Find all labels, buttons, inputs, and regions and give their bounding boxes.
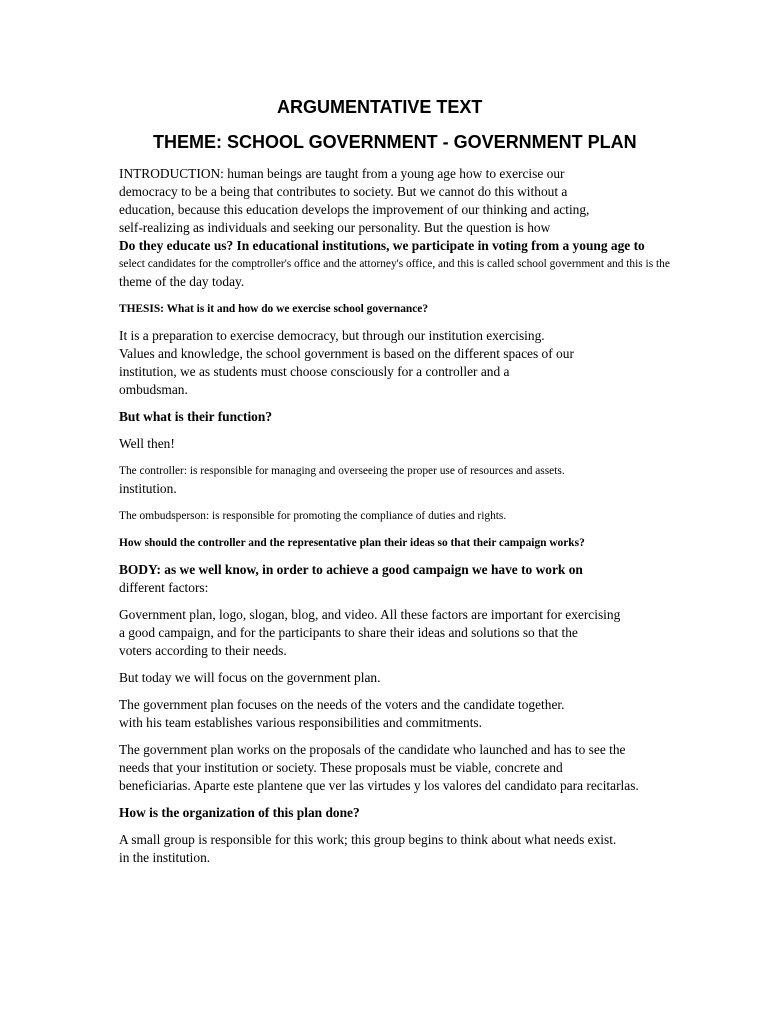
thesis-line: ombudsman.	[119, 382, 188, 397]
organization-question: How is the organization of this plan done?	[119, 805, 360, 820]
organization-paragraph	[119, 831, 719, 867]
proposals-line: needs that your institution or society. These proposals must be viable, concrete and	[119, 760, 563, 775]
controller-line: institution.	[119, 481, 177, 496]
intro-last-line: theme of the day today.	[119, 274, 245, 289]
thesis-line: Values and knowledge, the school government is based on the different spaces of our	[119, 346, 574, 361]
organization-line: in the institution.	[119, 850, 211, 865]
document-body	[119, 165, 719, 867]
introduction-paragraph	[119, 165, 719, 291]
document-theme: THEME: SCHOOL GOVERNMENT - GOVERNMENT PLAN	[153, 132, 637, 152]
well-then-text: Well then!	[119, 436, 175, 451]
thesis-line: It is a preparation to exercise democracy, but through our institution exercising.	[119, 328, 545, 343]
body-paragraph	[119, 561, 719, 597]
controller-line: The controller: is responsible for managing and overseeing the proper use of resources and assets.	[119, 465, 565, 477]
proposals-line: The government plan works on the proposals of the candidate who launched and has to see the	[119, 742, 626, 757]
ombudsperson-paragraph: The ombudsperson: is responsible for promoting the compliance of duties and rights.	[119, 510, 507, 522]
body-bold-line: BODY: as we well know, in order to achieve a good campaign we have to work on	[119, 562, 583, 577]
intro-line: democracy to be a being that contributes to society. But we cannot do this without a	[119, 184, 568, 199]
factors-line: a good campaign, and for the participants to share their ideas and solutions so that the	[119, 625, 578, 640]
focus-needs-line: with his team establishes various responsibilities and commitments.	[119, 715, 482, 730]
focus-needs-paragraph	[119, 696, 719, 732]
organization-line: A small group is responsible for this work; this group begins to think about what needs exist.	[119, 832, 617, 847]
controller-paragraph	[119, 462, 719, 498]
focus-needs-line: The government plan focuses on the needs of the voters and the candidate together.	[119, 697, 565, 712]
thesis-paragraph	[119, 327, 719, 399]
intro-bold-line: Do they educate us? In educational institutions, we participate in voting from a young age to	[119, 238, 645, 253]
factors-paragraph	[119, 606, 719, 660]
intro-line: self-realizing as individuals and seeking our personality. But the question is how	[119, 220, 551, 235]
intro-line: INTRODUCTION: human beings are taught from a young age how to exercise our	[119, 166, 565, 181]
proposals-paragraph	[119, 741, 719, 795]
function-question: But what is their function?	[119, 409, 273, 424]
body-line: different factors:	[119, 580, 209, 595]
proposals-line: beneficiarias. Aparte este plantene que ver las virtudes y los valores del candidato para recitarlas.	[119, 778, 639, 793]
intro-small-line: select candidates for the comptroller's office and the attorney's office, and this is called school government and this is the	[119, 258, 670, 270]
factors-line: voters according to their needs.	[119, 643, 287, 658]
plan-question: How should the controller and the representative plan their ideas so that their campaign works?	[119, 537, 585, 549]
document-title: ARGUMENTATIVE TEXT	[277, 97, 483, 117]
intro-line: education, because this education develops the improvement of our thinking and acting,	[119, 202, 590, 217]
focus-paragraph: But today we will focus on the government plan.	[119, 670, 381, 685]
factors-line: Government plan, logo, slogan, blog, and video. All these factors are important for exercising	[119, 607, 621, 622]
thesis-line: institution, we as students must choose consciously for a controller and a	[119, 364, 510, 379]
thesis-heading: THESIS: What is it and how do we exercise school governance?	[119, 303, 429, 315]
